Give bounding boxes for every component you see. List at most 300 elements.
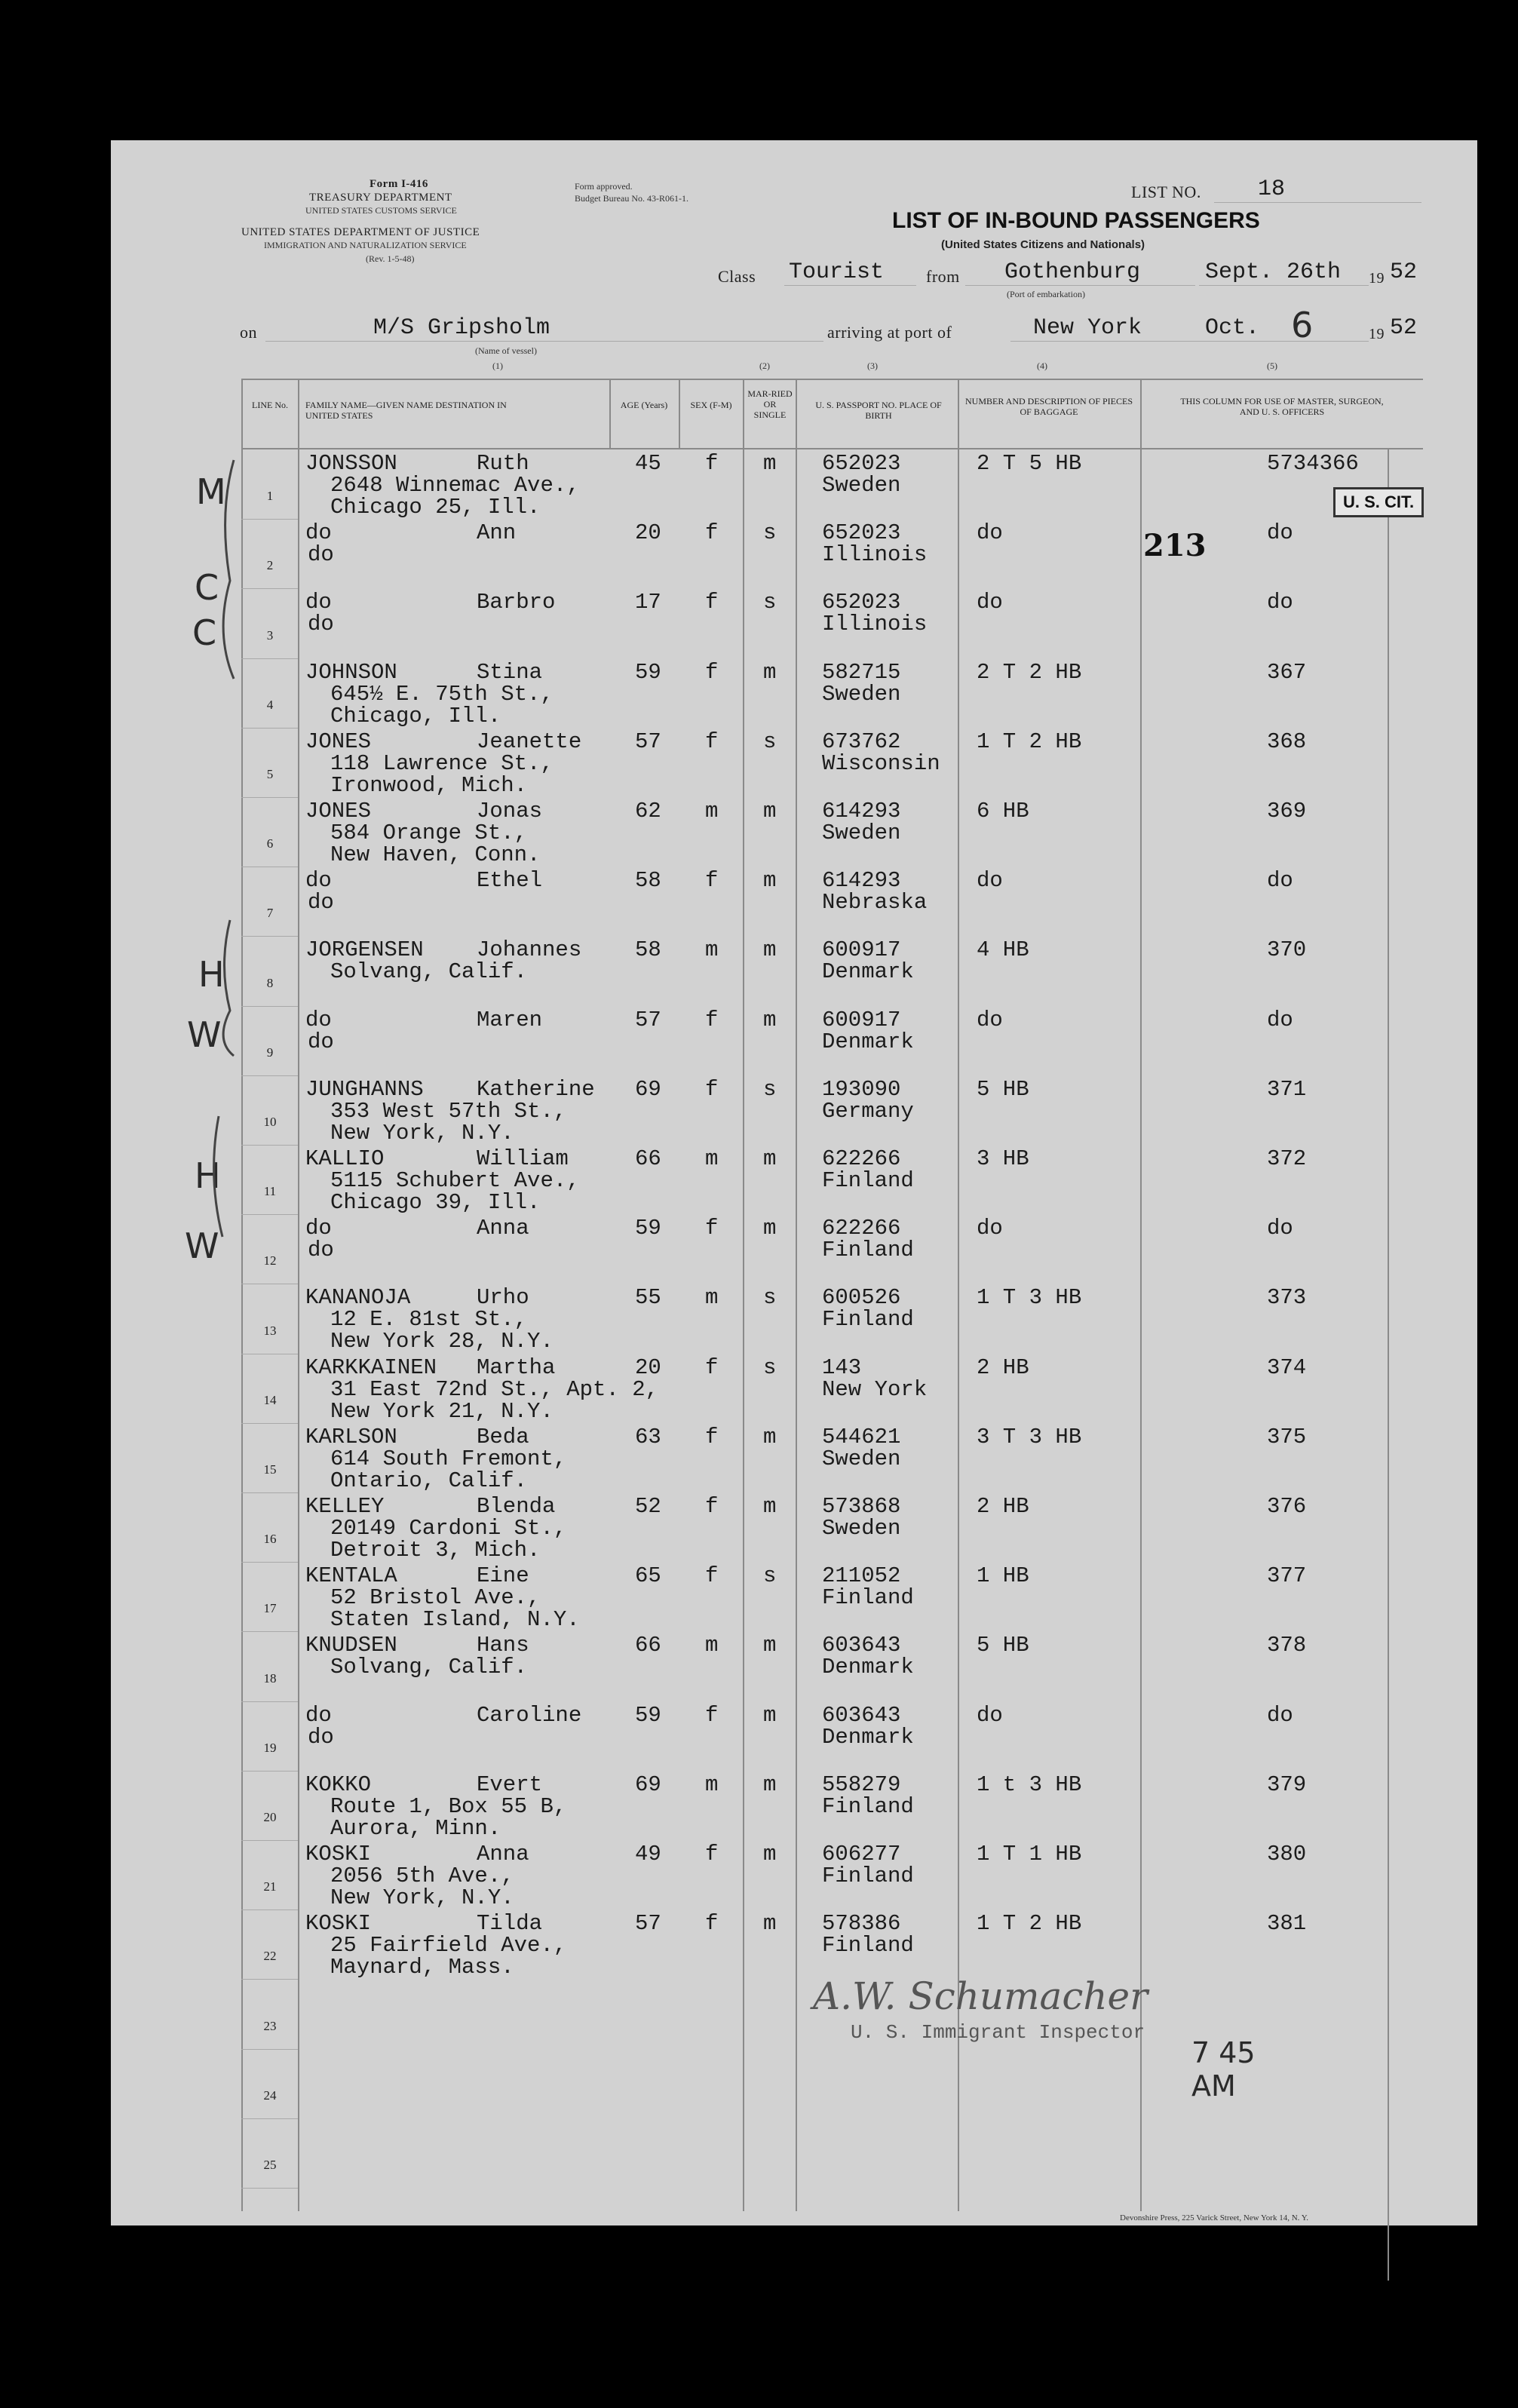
line-number: 5 — [266, 767, 274, 781]
sex: f — [705, 1911, 719, 1937]
vessel-note: (Name of vessel) — [475, 345, 537, 356]
departure-year: 52 — [1390, 259, 1418, 285]
baggage: 5 HB — [977, 1633, 1029, 1658]
line-number: 6 — [266, 836, 274, 851]
line-number: 11 — [263, 1184, 277, 1199]
baggage: 4 HB — [977, 937, 1029, 963]
baggage: 2 HB — [977, 1494, 1029, 1519]
place-of-birth: Denmark — [822, 1724, 914, 1750]
officer-column: 369 — [1267, 799, 1307, 824]
passport-number: 673762 — [822, 729, 901, 754]
place-of-birth: Illinois — [822, 612, 928, 637]
age: 20 — [635, 520, 661, 546]
line-number: 25 — [263, 2158, 277, 2172]
sex: m — [705, 799, 719, 824]
officer-column: 370 — [1267, 937, 1307, 963]
place-of-birth: Sweden — [822, 473, 901, 498]
given-name: Anna — [477, 1216, 529, 1241]
col-num-5: (5) — [1267, 360, 1277, 371]
revision-date: (Rev. 1-5-48) — [366, 253, 415, 264]
destination-line-1: 2056 5th Ave., — [330, 1864, 514, 1888]
baggage: 1 T 2 HB — [977, 729, 1082, 754]
officer-column: 376 — [1267, 1494, 1307, 1519]
passport-number: 614293 — [822, 799, 901, 824]
margin-note: H — [198, 954, 225, 995]
line-number: 19 — [263, 1740, 277, 1755]
place-of-birth: Sweden — [822, 821, 901, 845]
marital-status: m — [763, 1494, 777, 1519]
baggage: 1 T 1 HB — [977, 1842, 1082, 1867]
officer-column: do — [1267, 1702, 1293, 1728]
destination-line-2: New York, N.Y. — [330, 1120, 514, 1146]
passport-number: 143 — [822, 1354, 862, 1380]
place-of-birth: Wisconsin — [822, 750, 940, 776]
passport-number: 573868 — [822, 1494, 901, 1519]
sex: f — [705, 1563, 719, 1589]
margin-note: M — [196, 471, 226, 512]
officer-column: 5734366 — [1267, 451, 1359, 476]
margin-note: C — [195, 567, 219, 608]
passport-number: 211052 — [822, 1563, 901, 1589]
marital-status: s — [763, 590, 777, 615]
baggage: 3 HB — [977, 1146, 1029, 1171]
department: TREASURY DEPARTMENT — [309, 192, 452, 204]
destination-line-1: do — [308, 1238, 334, 1263]
passport-number: 652023 — [822, 520, 901, 546]
given-name: Evert — [477, 1771, 543, 1797]
marital-status: m — [763, 1216, 777, 1241]
family-name: JONSSON — [305, 451, 397, 476]
customs-service: UNITED STATES CUSTOMS SERVICE — [305, 205, 457, 216]
marital-status: m — [763, 659, 777, 685]
officer-column: do — [1267, 1007, 1293, 1032]
line-number: 8 — [266, 975, 274, 990]
baggage: 2 HB — [977, 1354, 1029, 1380]
baggage: do — [977, 590, 1003, 615]
line-number: 3 — [266, 627, 274, 643]
destination-line-1: 2648 Winnemac Ave., — [330, 473, 580, 498]
sex: f — [705, 1354, 719, 1380]
baggage: do — [977, 1702, 1003, 1728]
destination-line-1: 25 Fairfield Ave., — [330, 1933, 567, 1959]
family-name: do — [305, 520, 332, 546]
destination-line-1: Route 1, Box 55 B, — [330, 1793, 567, 1819]
page-subtitle: (United States Citizens and Nationals) — [941, 238, 1145, 251]
destination-line-1: 118 Lawrence St., — [330, 750, 554, 776]
passport-number: 652023 — [822, 590, 901, 615]
destination-line-1: 31 East 72nd St., Apt. 2, — [330, 1376, 659, 1402]
place-of-birth: Denmark — [822, 1029, 914, 1054]
line-number: 24 — [263, 2087, 277, 2103]
officer-column: 372 — [1267, 1146, 1307, 1171]
place-of-birth: Sweden — [822, 1446, 901, 1471]
sex: f — [705, 1216, 719, 1241]
sex: m — [705, 1633, 719, 1658]
line-number: 20 — [263, 1810, 277, 1824]
margin-note: H — [195, 1155, 221, 1196]
destination-line-1: Solvang, Calif. — [330, 959, 528, 985]
place-of-birth: Denmark — [822, 959, 914, 985]
marital-status: m — [763, 1633, 777, 1658]
family-name: KOKKO — [305, 1771, 372, 1797]
from-label: from — [926, 267, 960, 286]
officer-column: do — [1267, 520, 1293, 546]
family-name: JONES — [305, 729, 372, 754]
destination-line-1: do — [308, 1029, 334, 1054]
line-number: 9 — [266, 1044, 274, 1060]
family-name: KARLSON — [305, 1424, 397, 1449]
sex: f — [705, 868, 719, 894]
baggage: 1 HB — [977, 1563, 1029, 1589]
destination-line-2: Chicago, Ill. — [330, 703, 501, 729]
line-number: 12 — [263, 1253, 277, 1268]
sex: f — [705, 1007, 719, 1032]
given-name: Beda — [477, 1424, 529, 1449]
given-name: Urho — [477, 1285, 529, 1311]
given-name: Ann — [477, 520, 517, 546]
marital-status: m — [763, 1911, 777, 1937]
sex: f — [705, 729, 719, 754]
given-name: Barbro — [477, 590, 556, 615]
printer-imprint: Devonshire Press, 225 Varick Street, New York 14, N. Y. — [1120, 2213, 1309, 2222]
age: 65 — [635, 1563, 661, 1589]
age: 66 — [635, 1633, 661, 1658]
marital-status: m — [763, 937, 777, 963]
baggage: do — [977, 1216, 1003, 1241]
line-number: 10 — [263, 1115, 277, 1129]
age: 59 — [635, 659, 661, 685]
list-label: LIST NO. — [1131, 183, 1201, 201]
marital-status: m — [763, 799, 777, 824]
age: 63 — [635, 1424, 661, 1449]
baggage: 1 T 2 HB — [977, 1911, 1082, 1937]
justice-department: UNITED STATES DEPARTMENT OF JUSTICE — [241, 226, 480, 238]
marital-status: m — [763, 1424, 777, 1449]
arrival-port: New York — [1033, 315, 1142, 341]
destination-line-1: 12 E. 81st St., — [330, 1307, 528, 1333]
place-of-birth: Finland — [822, 1307, 914, 1333]
sex: f — [705, 1076, 719, 1102]
age: 59 — [635, 1216, 661, 1241]
embarkation-port: Gothenburg — [1004, 259, 1141, 285]
destination-line-1: 5115 Schubert Ave., — [330, 1168, 580, 1193]
family-name: do — [305, 868, 332, 894]
header-married: MAR-RIED OR SINGLE — [747, 388, 793, 420]
destination-line-1: do — [308, 1724, 334, 1750]
destination-line-1: 20149 Cardoni St., — [330, 1516, 567, 1541]
family-name: do — [305, 1702, 332, 1728]
marital-status: m — [763, 868, 777, 894]
place-of-birth: Finland — [822, 1168, 914, 1193]
header-age: AGE (Years) — [620, 400, 668, 410]
arrival-month: Oct. — [1205, 315, 1260, 341]
arrival-day: 6 — [1291, 305, 1314, 345]
marital-status: s — [763, 520, 777, 546]
passport-number: 614293 — [822, 868, 901, 894]
destination-line-2: Ironwood, Mich. — [330, 772, 528, 798]
baggage: 6 HB — [977, 799, 1029, 824]
age: 59 — [635, 1702, 661, 1728]
line-number: 7 — [266, 906, 274, 921]
col-num-1: (1) — [492, 360, 503, 371]
passport-number: 582715 — [822, 659, 901, 685]
line-number: 18 — [263, 1670, 277, 1686]
family-name: JOHNSON — [305, 659, 397, 685]
family-name: do — [305, 1216, 332, 1241]
given-name: Ruth — [477, 451, 529, 476]
age: 58 — [635, 868, 661, 894]
form-number: Form I-416 — [370, 178, 428, 190]
family-name: do — [305, 590, 332, 615]
arrival-year: 52 — [1390, 315, 1418, 341]
line-number: 21 — [263, 1879, 277, 1894]
destination-line-2: Aurora, Minn. — [330, 1815, 501, 1841]
age: 49 — [635, 1842, 661, 1867]
sex: m — [705, 1146, 719, 1171]
family-name: KOSKI — [305, 1911, 372, 1937]
baggage: do — [977, 868, 1003, 894]
baggage: 1 T 3 HB — [977, 1285, 1082, 1311]
class-value: Tourist — [789, 259, 885, 285]
given-name: Caroline — [477, 1702, 582, 1728]
departure-year-prefix: 19 — [1369, 270, 1385, 287]
family-name: JORGENSEN — [305, 937, 424, 963]
destination-line-2: New York 21, N.Y. — [330, 1398, 554, 1424]
destination-line-1: do — [308, 612, 334, 637]
place-of-birth: New York — [822, 1376, 928, 1402]
col-num-3: (3) — [867, 360, 878, 371]
passport-number: 600917 — [822, 937, 901, 963]
sex: f — [705, 659, 719, 685]
sex: m — [705, 937, 719, 963]
sex: f — [705, 1702, 719, 1728]
age: 17 — [635, 590, 661, 615]
arriving-label: arriving at port of — [827, 323, 952, 342]
officer-column: 368 — [1267, 729, 1307, 754]
destination-line-1: 614 South Fremont, — [330, 1446, 567, 1471]
sex: f — [705, 1494, 719, 1519]
given-name: Maren — [477, 1007, 543, 1032]
given-name: Tilda — [477, 1911, 543, 1937]
budget-bureau: Budget Bureau No. 43-R061-1. — [575, 193, 688, 204]
marital-status: s — [763, 729, 777, 754]
place-of-birth: Finland — [822, 1864, 914, 1888]
sex: f — [705, 520, 719, 546]
margin-note: W — [187, 1014, 222, 1055]
place-of-birth: Finland — [822, 1585, 914, 1611]
destination-line-2: Staten Island, N.Y. — [330, 1607, 580, 1633]
place-of-birth: Finland — [822, 1933, 914, 1959]
officer-column: 371 — [1267, 1076, 1307, 1102]
destination-line-1: 584 Orange St., — [330, 821, 528, 845]
marital-status: m — [763, 1702, 777, 1728]
family-name: KNUDSEN — [305, 1633, 397, 1658]
form-approved: Form approved. — [575, 181, 633, 192]
class-label: Class — [718, 267, 756, 286]
baggage: 1 t 3 HB — [977, 1771, 1082, 1797]
place-of-birth: Denmark — [822, 1655, 914, 1680]
age: 69 — [635, 1771, 661, 1797]
marital-status: s — [763, 1354, 777, 1380]
passport-number: 603643 — [822, 1702, 901, 1728]
age: 57 — [635, 729, 661, 754]
officer-column: 379 — [1267, 1771, 1307, 1797]
passport-number: 558279 — [822, 1771, 901, 1797]
us-citizen-stamp: U. S. CIT. — [1333, 487, 1424, 517]
marital-status: m — [763, 1146, 777, 1171]
place-of-birth: Finland — [822, 1793, 914, 1819]
place-of-birth: Finland — [822, 1238, 914, 1263]
family-name: KOSKI — [305, 1842, 372, 1867]
family-name: KARKKAINEN — [305, 1354, 437, 1380]
officer-column: do — [1267, 868, 1293, 894]
passport-number: 193090 — [822, 1076, 901, 1102]
sex: f — [705, 590, 719, 615]
marital-status: s — [763, 1285, 777, 1311]
header-name: FAMILY NAME—GIVEN NAME DESTINATION IN UNITED STATES — [305, 400, 507, 421]
passport-number: 544621 — [822, 1424, 901, 1449]
marital-status: s — [763, 1076, 777, 1102]
inspection-time: 7 45 AM — [1191, 2036, 1256, 2103]
marital-status: m — [763, 451, 777, 476]
officer-column: 378 — [1267, 1633, 1307, 1658]
line-number: 23 — [263, 2018, 277, 2033]
passport-number: 600526 — [822, 1285, 901, 1311]
destination-line-1: 52 Bristol Ave., — [330, 1585, 541, 1611]
family-name: do — [305, 1007, 332, 1032]
marital-status: m — [763, 1007, 777, 1032]
place-of-birth: Illinois — [822, 542, 928, 568]
departure-date: Sept. 26th — [1205, 259, 1342, 285]
age: 58 — [635, 937, 661, 963]
line-number: 22 — [263, 1949, 277, 1964]
header-passport: U. S. PASSPORT NO. PLACE OF BIRTH — [815, 400, 942, 421]
family-name: KENTALA — [305, 1563, 397, 1589]
given-name: Jeanette — [477, 729, 582, 754]
passport-number: 600917 — [822, 1007, 901, 1032]
family-name: KALLIO — [305, 1146, 385, 1171]
given-name: Anna — [477, 1842, 529, 1867]
officer-column: 377 — [1267, 1563, 1307, 1589]
sex: f — [705, 1842, 719, 1867]
age: 52 — [635, 1494, 661, 1519]
given-name: Johannes — [477, 937, 582, 963]
passport-number: 606277 — [822, 1842, 901, 1867]
destination-line-1: Solvang, Calif. — [330, 1655, 528, 1680]
given-name: Eine — [477, 1563, 529, 1589]
line-number: 13 — [263, 1323, 277, 1338]
passport-number: 622266 — [822, 1146, 901, 1171]
col-num-4: (4) — [1037, 360, 1047, 371]
age: 66 — [635, 1146, 661, 1171]
given-name: Jonas — [477, 799, 543, 824]
passport-number: 603643 — [822, 1633, 901, 1658]
header-line-no: LINE No. — [252, 400, 288, 410]
place-of-birth: Sweden — [822, 1516, 901, 1541]
sex: f — [705, 451, 719, 476]
destination-line-2: Detroit 3, Mich. — [330, 1538, 541, 1563]
header-baggage: NUMBER AND DESCRIPTION OF PIECES OF BAGGAGE — [964, 396, 1133, 417]
given-name: Hans — [477, 1633, 529, 1658]
margin-note: C — [192, 612, 217, 653]
age: 69 — [635, 1076, 661, 1102]
destination-line-2: Chicago 25, Ill. — [330, 495, 541, 520]
baggage: 5 HB — [977, 1076, 1029, 1102]
officer-column: 373 — [1267, 1285, 1307, 1311]
family-name: KANANOJA — [305, 1285, 411, 1311]
place-of-birth: Germany — [822, 1098, 914, 1124]
inspector-signature: A.W. Schumacher — [813, 1974, 1148, 2018]
place-of-birth: Sweden — [822, 681, 901, 707]
destination-line-2: Maynard, Mass. — [330, 1955, 514, 1980]
header-sex: SEX (F-M) — [690, 400, 732, 410]
line-number: 2 — [266, 558, 274, 573]
baggage: 3 T 3 HB — [977, 1424, 1082, 1449]
ins-service: IMMIGRATION AND NATURALIZATION SERVICE — [264, 240, 467, 250]
line-number: 14 — [263, 1392, 277, 1407]
given-name: Stina — [477, 659, 543, 685]
destination-line-2: New York 28, N.Y. — [330, 1329, 554, 1354]
officer-column: 367 — [1267, 659, 1307, 685]
pencil-brackets — [204, 452, 294, 1282]
on-label: on — [240, 323, 257, 342]
marital-status: s — [763, 1563, 777, 1589]
age: 20 — [635, 1354, 661, 1380]
vessel-name: M/S Gripsholm — [373, 315, 550, 341]
sex: m — [705, 1285, 719, 1311]
sex: f — [705, 1424, 719, 1449]
destination-line-1: 353 West 57th St., — [330, 1098, 567, 1124]
baggage: do — [977, 520, 1003, 546]
age: 45 — [635, 451, 661, 476]
age: 57 — [635, 1007, 661, 1032]
marital-status: m — [763, 1842, 777, 1867]
destination-line-2: New Haven, Conn. — [330, 842, 541, 867]
passport-number: 622266 — [822, 1216, 901, 1241]
header-officers: THIS COLUMN FOR USE OF MASTER, SURGEON, AND U. S. OFFICERS — [1180, 396, 1384, 417]
family-name: JONES — [305, 799, 372, 824]
line-number: 15 — [263, 1462, 277, 1477]
baggage: 2 T 5 HB — [977, 451, 1082, 476]
line-number: 4 — [266, 697, 274, 712]
officer-column: 380 — [1267, 1842, 1307, 1867]
inspector-title: U. S. Immigrant Inspector — [851, 2021, 1145, 2044]
family-name: KELLEY — [305, 1494, 385, 1519]
baggage: 2 T 2 HB — [977, 659, 1082, 685]
given-name: Blenda — [477, 1494, 556, 1519]
officer-column: 381 — [1267, 1911, 1307, 1937]
margin-note: W — [185, 1225, 219, 1266]
family-name: JUNGHANNS — [305, 1076, 424, 1102]
marital-status: m — [763, 1771, 777, 1797]
destination-line-2: Chicago 39, Ill. — [330, 1190, 541, 1215]
officer-column: do — [1267, 1216, 1293, 1241]
line-number: 17 — [263, 1601, 277, 1616]
officer-column: 374 — [1267, 1354, 1307, 1380]
officer-column: 375 — [1267, 1424, 1307, 1449]
given-name: William — [477, 1146, 569, 1171]
age: 55 — [635, 1285, 661, 1311]
age: 62 — [635, 799, 661, 824]
destination-line-2: New York, N.Y. — [330, 1885, 514, 1910]
destination-line-1: do — [308, 542, 334, 568]
given-name: Ethel — [477, 868, 543, 894]
col-num-2: (2) — [759, 360, 770, 371]
line-number: 16 — [263, 1532, 277, 1547]
given-name: Katherine — [477, 1076, 595, 1102]
baggage: do — [977, 1007, 1003, 1032]
destination-line-1: 645½ E. 75th St., — [330, 681, 554, 707]
